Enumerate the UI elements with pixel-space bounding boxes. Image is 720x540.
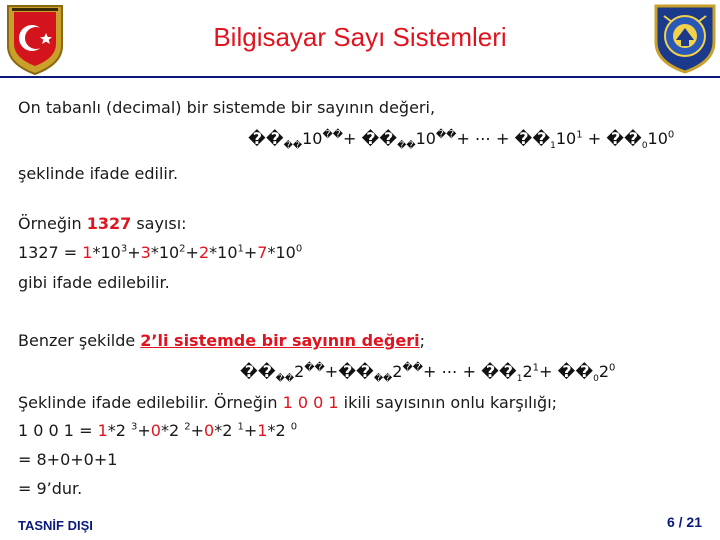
sum-line: = 8+0+0+1 <box>18 450 118 469</box>
header-divider <box>0 76 720 78</box>
example-intro: Örneğin 1327 sayısı: <box>18 214 187 233</box>
binary-example-text: Şeklinde ifade edilebilir. Örneğin 1 0 0 1 ikili sayısının onlu karşılığı; <box>18 393 558 412</box>
decimal-expansion: $1327 = 1*10^3+3*10^2+2*10^1+7*10^0$ <box>18 243 303 262</box>
page-title: Bilgisayar Sayı Sistemleri <box>213 22 507 52</box>
example-number: 1327 <box>86 214 132 233</box>
decimal-formula: $��_{��}10^{��}+$ $��_{��}10^{��}+$ ⋯ + $��_110^1$ + $��_010^0$ <box>248 129 675 152</box>
decimal-intro-text: On tabanlı (decimal) bir sistemde bir sayının değeri, <box>18 98 436 117</box>
school-crest-icon <box>652 2 718 74</box>
result-line: = 9’dur. <box>18 479 83 498</box>
military-emblem-icon <box>2 2 68 76</box>
example-outro: gibi ifade edilebilir. <box>18 273 170 292</box>
binary-intro: Benzer şekilde 2’li sistemde bir sayının değeri; <box>18 331 425 350</box>
page-number: 6 / 21 <box>666 514 702 530</box>
binary-expansion: 1 0 0 1 = 1*2 $^3$+0*2 $^2$+0*2 $^1$+1*2 $^0$ <box>18 421 298 440</box>
classification-label: TASNİF DIŞI <box>18 518 93 533</box>
decimal-outro-text: şeklinde ifade edilir. <box>18 164 179 183</box>
binary-formula: $��_{��}2^{��}+��_{��}2^{��}+$ ⋯ + $��_12^1+$ $��_02^0$ <box>240 362 616 385</box>
